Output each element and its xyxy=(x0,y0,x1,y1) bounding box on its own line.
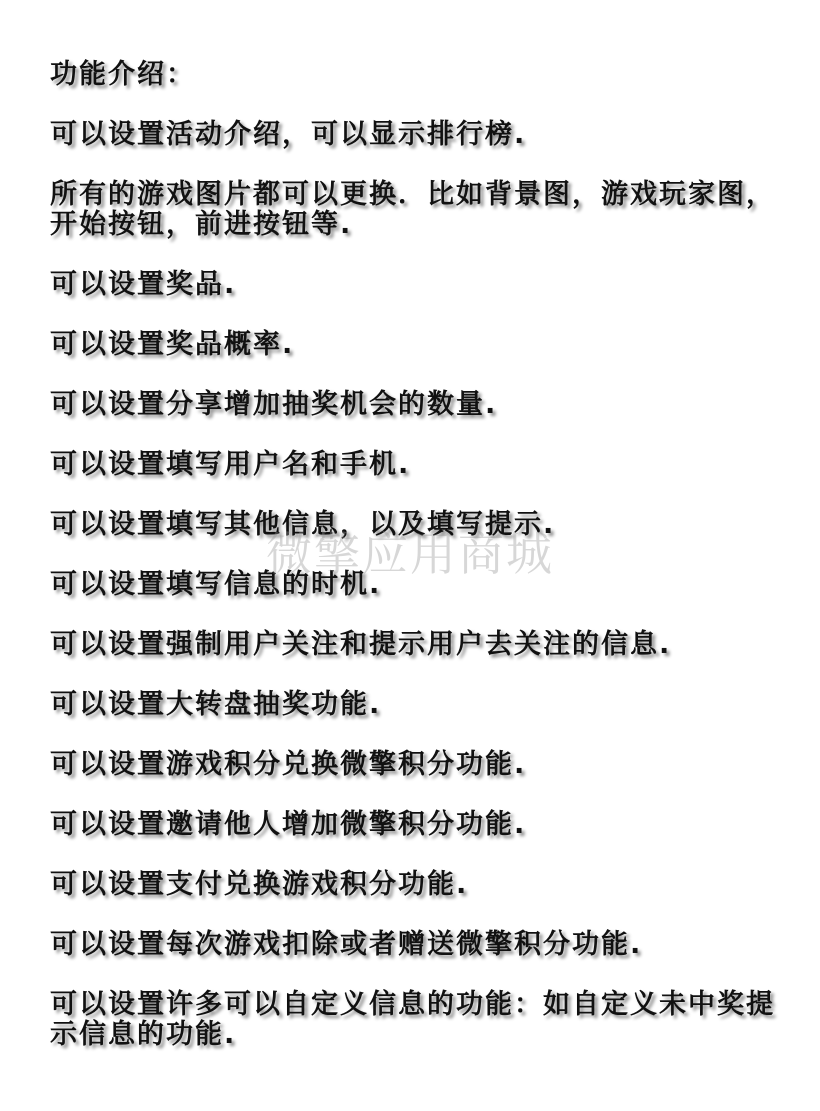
paragraph-5: 可以设置分享增加抽奖机会的数量. xyxy=(50,389,498,420)
paragraph-3: 可以设置奖品. xyxy=(50,269,237,300)
paragraph-4: 可以设置奖品概率. xyxy=(50,329,295,360)
paragraph-11: 可以设置游戏积分兑换微擎积分功能. xyxy=(50,749,527,780)
paragraph-14: 可以设置每次游戏扣除或者赠送微擎积分功能. xyxy=(50,929,643,960)
paragraph-1: 可以设置活动介绍，可以显示排行榜. xyxy=(50,119,527,150)
paragraph-15: 可以设置许多可以自定义信息的功能：如自定义未中奖提示信息的功能. xyxy=(50,989,775,1050)
paragraph-7: 可以设置填写其他信息，以及填写提示. xyxy=(50,509,556,540)
paragraph-9: 可以设置强制用户关注和提示用户去关注的信息. xyxy=(50,629,672,660)
heading: 功能介绍： xyxy=(50,59,195,90)
paragraph-13: 可以设置支付兑换游戏积分功能. xyxy=(50,869,469,900)
paragraph-6: 可以设置填写用户名和手机. xyxy=(50,449,411,480)
paragraph-12: 可以设置邀请他人增加微擎积分功能. xyxy=(50,809,527,840)
paragraph-2: 所有的游戏图片都可以更换．比如背景图，游戏玩家图，开始按钮，前进按钮等. xyxy=(50,179,775,240)
paragraph-8: 可以设置填写信息的时机. xyxy=(50,569,382,600)
paragraph-10: 可以设置大转盘抽奖功能. xyxy=(50,689,382,720)
watermark: 微擎应用商城 xyxy=(266,527,554,581)
